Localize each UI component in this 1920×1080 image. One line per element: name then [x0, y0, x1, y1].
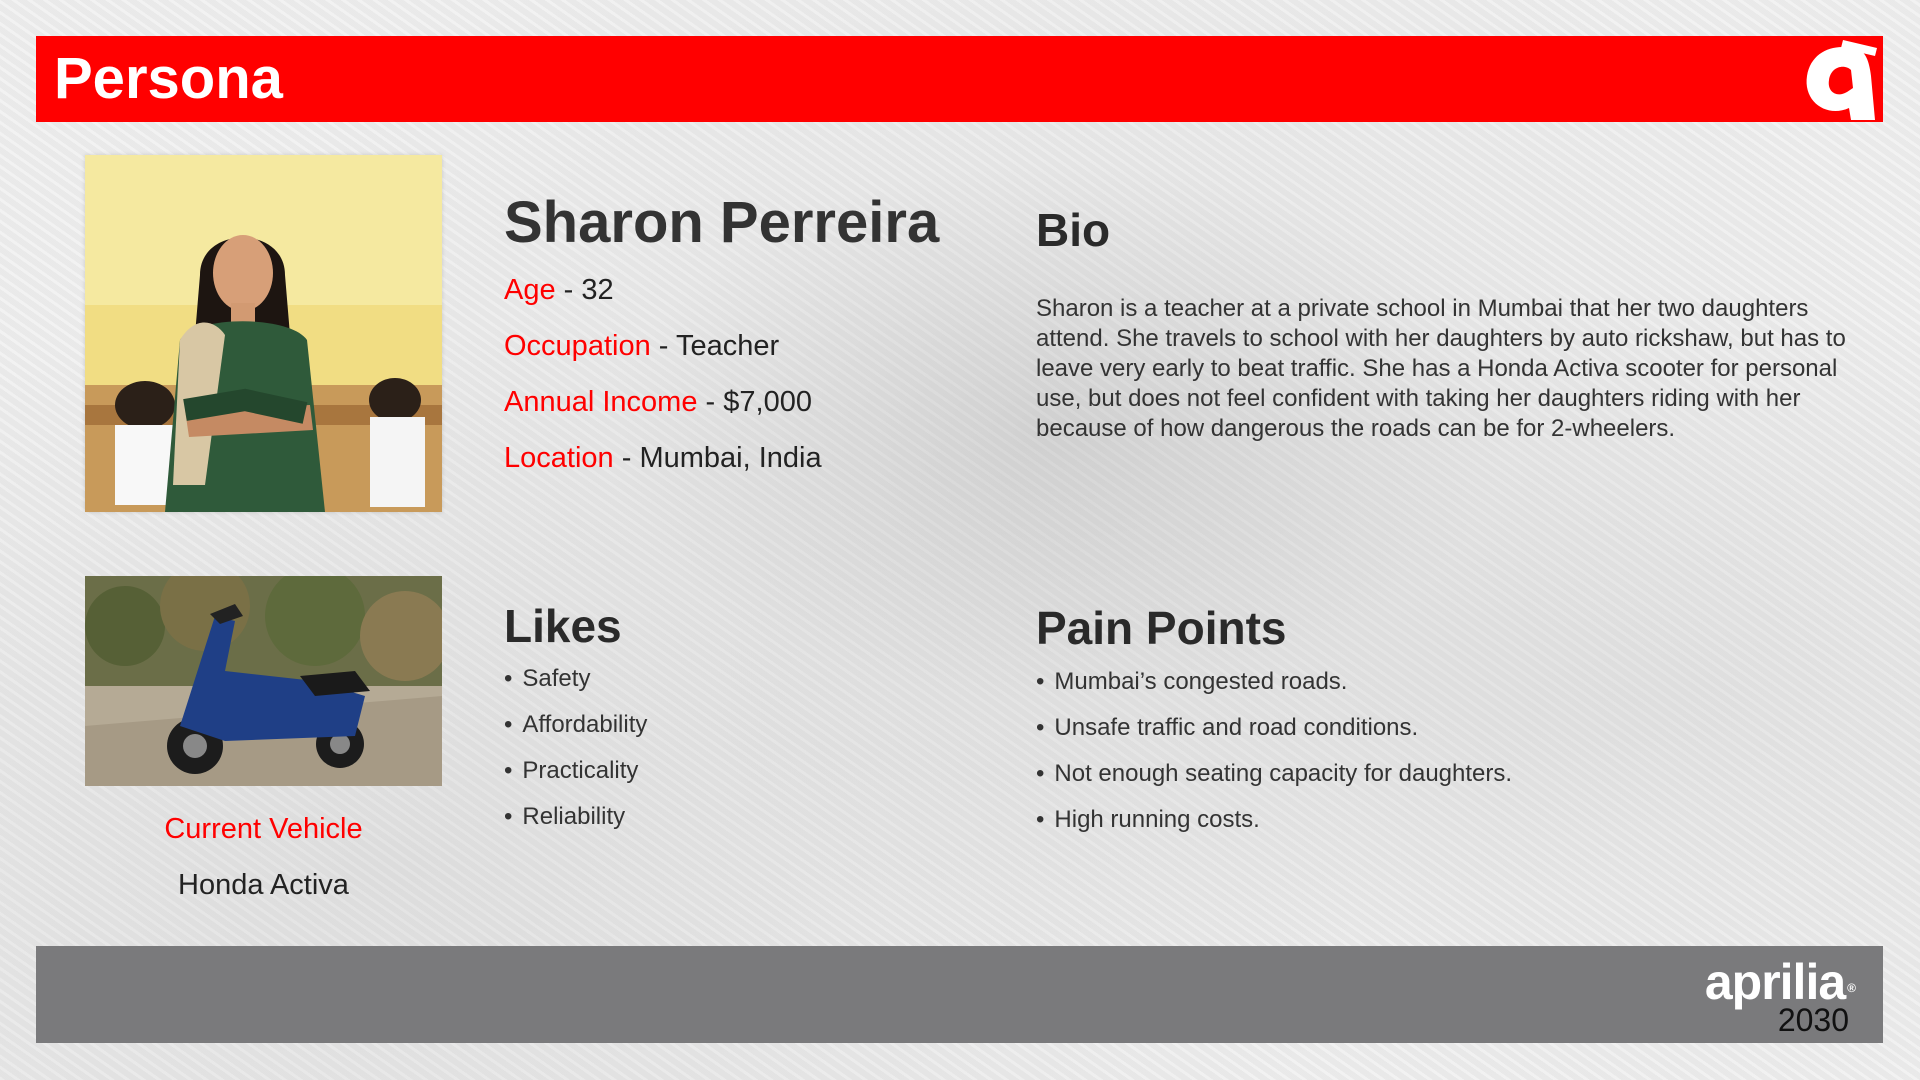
fact-label: Annual Income	[504, 386, 698, 418]
fact-label: Location	[504, 442, 614, 474]
list-item: • Affordability	[504, 711, 648, 738]
bullet-icon: •	[504, 757, 513, 784]
bullet-icon: •	[504, 665, 513, 692]
pain-points-list	[1036, 667, 1512, 851]
footer-bar	[36, 946, 1883, 1043]
fact-label: Occupation	[504, 330, 651, 362]
likes-heading: Likes	[504, 600, 622, 652]
bullet-icon: •	[504, 803, 513, 830]
current-vehicle-value: Honda Activa	[178, 869, 349, 901]
list-item: • Practicality	[504, 757, 639, 784]
fact-location	[504, 440, 822, 476]
likes-list	[504, 664, 647, 848]
list-item: • High running costs.	[1036, 806, 1260, 833]
list-item: • Not enough seating capacity for daughters.	[1036, 760, 1513, 787]
page-title: Persona	[54, 46, 283, 111]
fact-occupation	[504, 328, 779, 364]
persona-photo	[85, 155, 442, 512]
header-bar	[36, 36, 1883, 122]
bio-text: Sharon is a teacher at a private school in Mumbai that her two daughters attend. She travels to school with her daughters by auto rickshaw, but has to leave very early to beat traffic. She has a Honda Activa scooter for personal use, but does not feel confident with taking her daughters riding with her because of how dangerous the roads can be for 2-wheelers.	[1036, 295, 1846, 442]
bullet-icon: •	[1036, 806, 1045, 833]
current-vehicle-label: Current Vehicle	[164, 813, 363, 845]
aprilia-a-logo-icon	[1797, 36, 1883, 122]
pain-points-heading: Pain Points	[1036, 602, 1287, 654]
list-item: • Safety	[504, 665, 591, 692]
fact-separator: -	[555, 274, 582, 306]
bullet-icon: •	[1036, 668, 1045, 695]
fact-separator: -	[697, 386, 724, 418]
bullet-icon: •	[1036, 760, 1045, 787]
fact-value: 32	[581, 274, 614, 306]
current-vehicle-photo	[85, 576, 442, 786]
brand-name: aprilia	[1704, 954, 1846, 1010]
registered-mark: ®	[1847, 981, 1855, 995]
footer-year: 2030	[1777, 1002, 1849, 1038]
fact-value: $7,000	[723, 386, 812, 418]
fact-label: Age	[504, 274, 556, 306]
bullet-icon: •	[504, 711, 513, 738]
list-item: • Mumbai’s congested roads.	[1036, 668, 1348, 695]
fact-separator: -	[613, 442, 640, 474]
fact-value: Mumbai, India	[639, 442, 822, 474]
bio-heading: Bio	[1036, 204, 1111, 256]
fact-age	[504, 272, 614, 308]
list-item: • Unsafe traffic and road conditions.	[1036, 714, 1419, 741]
bullet-icon: •	[1036, 714, 1045, 741]
fact-separator: -	[650, 330, 676, 362]
fact-annual-income	[504, 384, 812, 420]
list-item: • Reliability	[504, 803, 626, 830]
persona-name: Sharon Perreira	[504, 190, 940, 255]
fact-value: Teacher	[675, 330, 780, 362]
